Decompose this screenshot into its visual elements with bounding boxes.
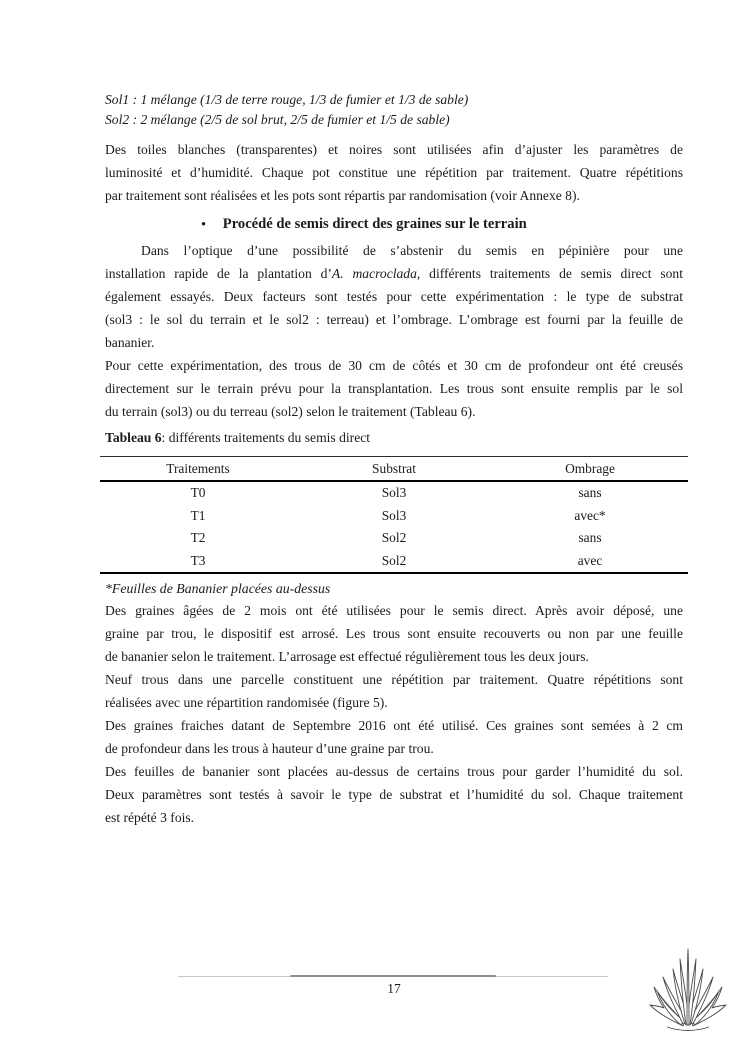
paragraph-trous — [105, 354, 683, 423]
footer-rule — [178, 975, 608, 978]
doc-line: Dans l’optique d’une possibilité de s’abstenir du semis en pépinière pour une — [141, 243, 683, 258]
table-caption-text: : différents traitements du semis direct — [161, 430, 371, 445]
doc-line: Des feuilles de bananier sont placées au-dessus de certains trous pour garder l’humidité du sol. — [105, 764, 683, 779]
doc-line: graine par trou, le dispositif est arrosé. Les trous sont ensuite recouverts ou non par une feuille — [105, 626, 683, 641]
table-row — [100, 505, 688, 528]
paragraph-feuilles-bananier — [105, 760, 683, 829]
doc-text-segment: installation rapide de la plantation d’ — [105, 266, 332, 281]
paragraph-toiles — [105, 138, 683, 207]
doc-line: de profondeur dans les trous à hauteur d’une graine par trou. — [105, 741, 434, 756]
doc-line: également essayés. Deux facteurs sont testés pour cette expérimentation : le type de substrat — [105, 289, 683, 304]
sol1-definition: Sol1 : 1 mélange (1/3 de terre rouge, 1/3 de fumier et 1/3 de sable) — [105, 92, 469, 107]
bullet-icon: • — [201, 216, 206, 231]
table-row — [100, 550, 688, 574]
doc-line: directement sur le terrain prévu pour la transplantation. Les trous sont ensuite remplis par le sol — [105, 381, 683, 396]
doc-line: Pour cette expérimentation, des trous de 30 cm de côtés et 30 cm de profondeur ont été creusés — [105, 358, 683, 373]
cell-traitement: T2 — [190, 530, 206, 546]
column-header-ombrage: Ombrage — [492, 457, 688, 482]
table-caption-label: Tableau 6 — [105, 430, 162, 445]
doc-line: Des toiles blanches (transparentes) et noires sont utilisées afin d’ajuster les paramètres de — [105, 142, 683, 157]
doc-text-segment: , différents traitements de semis direct sont — [416, 266, 683, 281]
doc-line: de bananier selon le traitement. L’arrosage est effectué régulièrement tous les deux jours. — [105, 649, 589, 664]
doc-line: réalisées avec une répartition randomisée (figure 5). — [105, 695, 388, 710]
doc-line: du terrain (sol3) ou du terreau (sol2) selon le traitement (Tableau 6). — [105, 404, 476, 419]
doc-line: (sol3 : le sol du terrain et le sol2 : terreau) et l’ombrage. L’ombrage est fourni par la feuille de — [105, 312, 683, 327]
column-header-substrat: Substrat — [296, 457, 492, 482]
cell-traitement: T3 — [190, 552, 206, 568]
table-row — [100, 481, 688, 505]
cell-substrat: Sol3 — [381, 485, 407, 501]
page-number: 17 — [387, 981, 401, 996]
doc-line: Deux paramètres sont testés à savoir le type de substrat et l’humidité du sol. Chaque traitement — [105, 787, 683, 802]
cell-traitement: T1 — [190, 507, 206, 523]
section-heading-label: Procédé de semis direct des graines sur le terrain — [222, 216, 527, 232]
cell-substrat: Sol2 — [381, 530, 407, 546]
table-caption — [105, 426, 683, 449]
cell-ombrage: sans — [578, 485, 602, 501]
sol2-definition: Sol2 : 2 mélange (2/5 de sol brut, 2/5 de fumier et 1/5 de sable) — [105, 111, 450, 127]
doc-line: par traitement sont réalisées et les pots sont répartis par randomisation (voir Annexe 8). — [105, 188, 580, 203]
table-6-body — [100, 481, 688, 573]
footer-rule-thick — [290, 975, 496, 977]
page-body — [105, 90, 683, 829]
paragraph-neuf-trous — [105, 668, 683, 714]
section-heading — [75, 212, 653, 235]
agave-illustration — [643, 944, 733, 1034]
doc-line: est répété 3 fois. — [105, 810, 195, 825]
doc-line: Des graines fraiches datant de Septembre 2016 ont été utilisé. Ces graines sont semées à 2 cm — [105, 718, 683, 733]
table-header-row — [100, 457, 688, 482]
paragraph-graines — [105, 599, 683, 668]
doc-line: Des graines âgées de 2 mois ont été utilisées pour le semis direct. Après avoir déposé, une — [105, 603, 683, 618]
table-footnote: *Feuilles de Bananier placées au-dessus — [105, 581, 331, 596]
cell-ombrage: avec — [577, 552, 603, 568]
doc-line: Neuf trous dans une parcelle constituent une répétition par traitement. Quatre répétitions sont — [105, 672, 683, 687]
table-6 — [100, 456, 688, 574]
paragraph-optique — [105, 239, 683, 354]
cell-substrat: Sol2 — [381, 552, 407, 568]
table-row — [100, 527, 688, 550]
doc-line: bananier. — [105, 335, 155, 350]
doc-line — [105, 262, 683, 285]
paragraph-graines-fraiches — [105, 714, 683, 760]
cell-ombrage: sans — [578, 530, 602, 546]
doc-line: luminosité et d’humidité. Chaque pot constitue une répétition par traitement. Quatre répétitions — [105, 165, 683, 180]
cell-ombrage: avec* — [574, 507, 606, 523]
species-name: A. macroclada — [331, 266, 417, 281]
table-6-header — [100, 457, 688, 482]
cell-substrat: Sol3 — [381, 507, 407, 523]
cell-traitement: T0 — [190, 485, 206, 501]
column-header-traitements: Traitements — [100, 457, 296, 482]
